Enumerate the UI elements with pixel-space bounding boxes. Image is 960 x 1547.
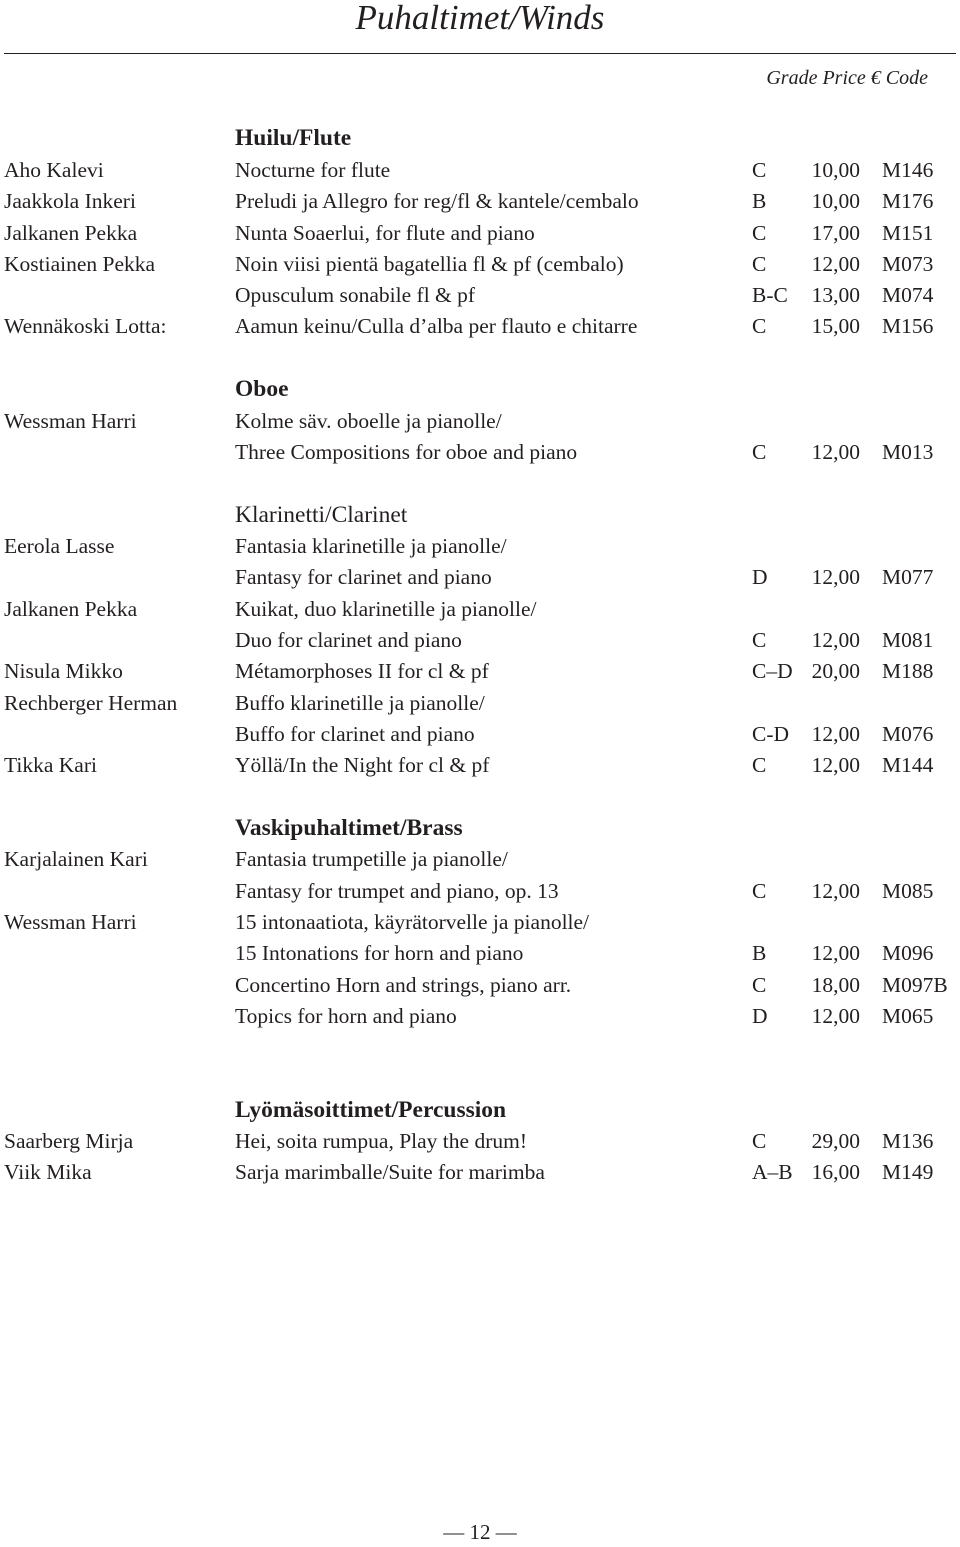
page-number: — 12 — (443, 1520, 517, 1544)
work-title: Hei, soita rumpua, Play the drum! (235, 1129, 527, 1153)
catalog-row (0, 406, 960, 437)
catalog-row (0, 155, 960, 186)
catalog-row (0, 719, 960, 750)
work-title: Duo for clarinet and piano (235, 628, 462, 652)
column-headers: Grade Price € Code (766, 67, 928, 89)
work-title: Fantasia klarinetille ja pianolle/ (235, 534, 507, 558)
section-heading-oboe: Oboe (235, 376, 289, 402)
composer-name: Tikka Kari (4, 753, 97, 777)
work-title: Concertino Horn and strings, piano arr. (235, 973, 572, 997)
title-rule (4, 53, 956, 54)
grade-value: C (752, 753, 767, 777)
grade-value: C (752, 252, 767, 276)
price-value: 12,00 (811, 879, 860, 903)
composer-name: Wessman Harri (4, 910, 137, 934)
composer-name: Jalkanen Pekka (4, 221, 138, 245)
work-title: Three Compositions for oboe and piano (235, 440, 578, 464)
price-value: 12,00 (811, 628, 860, 652)
product-code: M097B (882, 973, 948, 997)
catalog-row (0, 938, 960, 969)
product-code: M156 (882, 314, 934, 338)
price-value: 20,00 (811, 659, 860, 683)
work-title: Buffo for clarinet and piano (235, 722, 475, 746)
composer-name: Rechberger Herman (4, 691, 178, 715)
section-heading-clarinet: Klarinetti/Clarinet (235, 502, 408, 528)
composer-name: Wessman Harri (4, 409, 137, 433)
grade-value: B (752, 941, 767, 965)
catalog-row (0, 656, 960, 687)
price-value: 12,00 (811, 252, 860, 276)
price-value: 16,00 (811, 1160, 860, 1184)
work-title: 15 Intonations for horn and piano (235, 941, 524, 965)
catalog-row (0, 311, 960, 342)
product-code: M065 (882, 1004, 934, 1028)
product-code: M081 (882, 628, 934, 652)
composer-name: Jaakkola Inkeri (4, 189, 136, 213)
grade-value: C (752, 973, 767, 997)
grade-value: C (752, 314, 767, 338)
grade-value: C (752, 1129, 767, 1153)
grade-value: B-C (752, 283, 788, 307)
grade-value: C (752, 628, 767, 652)
section-heading-percussion: Lyömäsoittimet/Percussion (235, 1097, 507, 1123)
composer-name: Kostiainen Pekka (4, 252, 156, 276)
price-value: 15,00 (811, 314, 860, 338)
grade-value: A–B (752, 1160, 793, 1184)
catalog-row (0, 970, 960, 1001)
catalog-row (0, 186, 960, 217)
grade-value: D (752, 1004, 768, 1028)
work-title: Nocturne for flute (235, 158, 391, 182)
price-value: 29,00 (811, 1129, 860, 1153)
composer-name: Eerola Lasse (4, 534, 115, 558)
product-code: M136 (882, 1129, 934, 1153)
grade-value: C (752, 879, 767, 903)
catalog-row (0, 1001, 960, 1032)
price-value: 12,00 (811, 941, 860, 965)
product-code: M146 (882, 158, 934, 182)
product-code: M085 (882, 879, 934, 903)
composer-name: Nisula Mikko (4, 659, 123, 683)
composer-name: Jalkanen Pekka (4, 597, 138, 621)
price-value: 18,00 (811, 973, 860, 997)
price-value: 13,00 (811, 283, 860, 307)
grade-value: C (752, 440, 767, 464)
product-code: M188 (882, 659, 934, 683)
catalog-row (0, 876, 960, 907)
composer-name: Wennäkoski Lotta: (4, 314, 167, 338)
work-title: Preludi ja Allegro for reg/fl & kantele/cembalo (235, 189, 639, 213)
catalog-row (0, 531, 960, 562)
work-title: Fantasy for trumpet and piano, op. 13 (235, 879, 559, 903)
product-code: M144 (882, 753, 934, 777)
work-title: 15 intonaatiota, käyrätorvelle ja pianolle/ (235, 910, 590, 934)
catalog-row (0, 249, 960, 280)
product-code: M077 (882, 565, 934, 589)
work-title: Aamun keinu/Culla d’alba per flauto e chitarre (235, 314, 638, 338)
price-value: 12,00 (811, 565, 860, 589)
product-code: M151 (882, 221, 934, 245)
composer-name: Viik Mika (4, 1160, 92, 1184)
price-value: 12,00 (811, 440, 860, 464)
catalog-row (0, 907, 960, 938)
work-title: Kolme säv. oboelle ja pianolle/ (235, 409, 502, 433)
work-title: Fantasia trumpetille ja pianolle/ (235, 847, 508, 871)
work-title: Nunta Soaerlui, for flute and piano (235, 221, 535, 245)
section-heading-flute: Huilu/Flute (235, 125, 352, 151)
catalog-row (0, 562, 960, 593)
product-code: M073 (882, 252, 934, 276)
work-title: Opusculum sonabile fl & pf (235, 283, 476, 307)
work-title: Sarja marimballe/Suite for marimba (235, 1160, 545, 1184)
composer-name: Saarberg Mirja (4, 1129, 134, 1153)
product-code: M076 (882, 722, 934, 746)
catalog-row (0, 594, 960, 625)
product-code: M074 (882, 283, 934, 307)
work-title: Topics for horn and piano (235, 1004, 457, 1028)
work-title: Noin viisi pientä bagatellia fl & pf (cembalo) (235, 252, 624, 276)
section-heading-brass: Vaskipuhaltimet/Brass (235, 815, 463, 841)
catalog-row (0, 437, 960, 468)
price-value: 12,00 (811, 753, 860, 777)
price-value: 10,00 (811, 158, 860, 182)
catalog-row (0, 750, 960, 781)
price-value: 10,00 (811, 189, 860, 213)
catalog-row (0, 218, 960, 249)
catalog-row (0, 1157, 960, 1188)
product-code: M096 (882, 941, 934, 965)
grade-value: D (752, 565, 768, 589)
price-value: 17,00 (811, 221, 860, 245)
price-value: 12,00 (811, 1004, 860, 1028)
product-code: M013 (882, 440, 934, 464)
product-code: M176 (882, 189, 934, 213)
grade-value: C (752, 158, 767, 182)
catalog-row (0, 688, 960, 719)
grade-value: C-D (752, 722, 790, 746)
work-title: Métamorphoses II for cl & pf (235, 659, 489, 683)
product-code: M149 (882, 1160, 934, 1184)
catalog-row (0, 844, 960, 875)
composer-name: Aho Kalevi (4, 158, 104, 182)
work-title: Kuikat, duo klarinetille ja pianolle/ (235, 597, 537, 621)
work-title: Yöllä/In the Night for cl & pf (235, 753, 490, 777)
composer-name: Karjalainen Kari (4, 847, 148, 871)
catalog-row (0, 1126, 960, 1157)
grade-value: B (752, 189, 767, 213)
page-title: Puhaltimet/Winds (355, 0, 605, 37)
grade-value: C–D (752, 659, 793, 683)
work-title: Buffo klarinetille ja pianolle/ (235, 691, 485, 715)
work-title: Fantasy for clarinet and piano (235, 565, 492, 589)
catalog-row (0, 625, 960, 656)
grade-value: C (752, 221, 767, 245)
price-value: 12,00 (811, 722, 860, 746)
catalog-row (0, 280, 960, 311)
